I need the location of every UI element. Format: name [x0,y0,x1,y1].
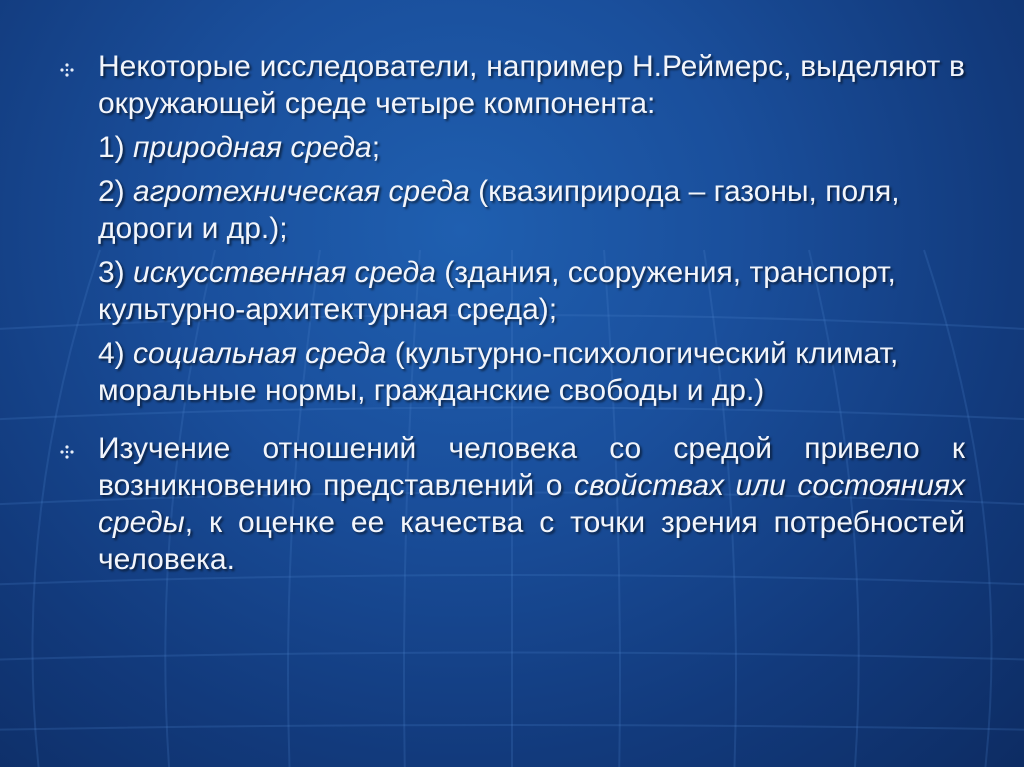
environment-study-paragraph [98,430,965,578]
item-number: 4) [98,337,125,370]
item-term: природная среда [133,131,372,164]
component-item-2 [98,173,965,247]
paragraph-text-start: Изучение отношений человека со средой привело к возникновению представлений о [98,432,965,502]
item-number: 2) [98,175,125,208]
item-description: ; [371,131,381,164]
slide-content [60,48,965,578]
item-number: 3) [98,256,125,289]
item-description: (квазиприрода – газоны, поля, дороги и др.); [98,175,900,245]
components-intro: Некоторые исследователи, например Н.Реймерс, выделяют в окружающей среде четыре компонента: [98,50,965,120]
bullet-components [60,48,965,409]
item-term: агротехническая среда [133,175,470,208]
paragraph-term: свойствах или состояниях среды [98,469,966,539]
component-item-3 [98,254,965,328]
bullet-environment-study [60,430,965,578]
item-description: (культурно-психологический климат, моральные нормы, гражданские свободы и др.) [98,337,899,407]
diamond-dots-bullet-icon [60,63,74,77]
component-item-4 [98,335,965,409]
component-item-1 [98,129,965,166]
item-description: (здания, ссоружения, транспорт, культурно-архитектурная среда); [98,256,896,326]
item-number: 1) [98,131,125,164]
paragraph-text-end: , к оценке ее качества с точки зрения потребностей человека. [98,506,965,576]
diamond-dots-bullet-icon [60,445,74,459]
item-term: искусственная среда [133,256,436,289]
item-term: социальная среда [133,337,387,370]
